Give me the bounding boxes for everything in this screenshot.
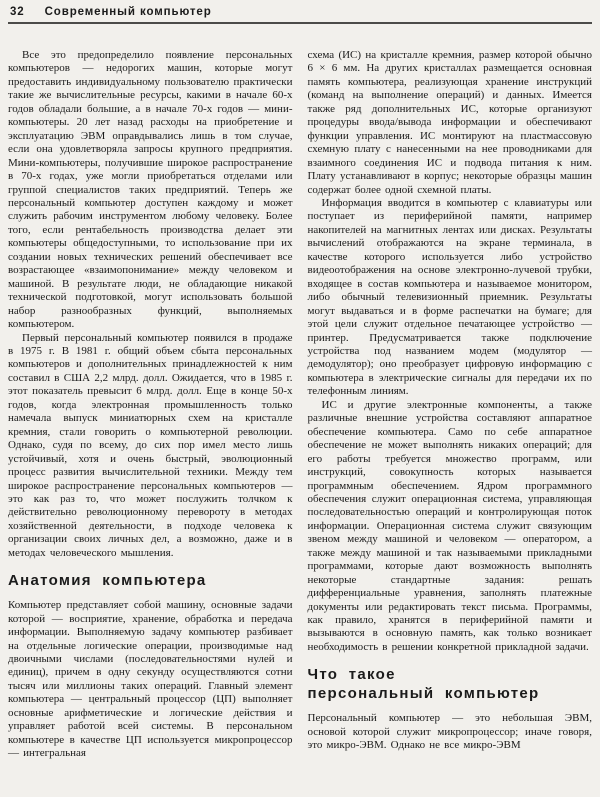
section-heading-what-is-pc — [308, 665, 593, 703]
running-title: Современный компьютер — [44, 6, 212, 18]
paragraph-input-output: Информация вводится в компьютер с клавиатуры или поступает из периферийной памяти, например накопителей на магнитных лентах или дисках. Результаты вычислений отображаются на экране терминала, в качестве которого используется либо устройство видеоотображения на основе электронно-лучевой трубки, входящее в состав компьютера и называемое монитором, либо обычный телевизионный приемник. Результаты могут выдаваться и в форме распечатки на бумаге; для этой цели служит отдельное печатающее устройство — принтер. Предусматривается также подключение устройства под названием модем (модулятор — демодулятор); оно преобразует цифровую информацию с компьютера в электрические сигналы для передачи их по телефонным линиям. — [307, 196, 592, 398]
header-rule — [8, 22, 592, 24]
right-column — [308, 49, 593, 761]
paragraph-intro-personal-computers: Все это предопределило появление персональных компьютеров — недорогих машин, которые могут предоставить индивидуальному пользователю практически такие же вычислительные ресурсы, какими в начале 60-х годов обладали большие, а в начале 70-х годов — мини-компьютеры. 20 лет назад расходы на приобретение и эксплуатацию ЭВМ оправдывались лишь в том случае, если она удовлетворяла запросы крупного предприятия. Мини-компьютеры, получившие широкое распространение в 70-х годах, уже могли приобретаться отделами или группой специалистов таких предприятий. Теперь же персональный компьютер доступен каждому и может служить рабочим инструментом любому человеку. Более того, если рентабельность производства делает эти компьютеры общедоступными, то использование при их создании новых технических решений обеспечивает все возрастающее «взаимопонимание» между человеком и машиной. В результате люди, не обладающие никакой технической подготовкой, могут использовать большой набор разнообразных функций, выполняемых компьютером. — [8, 49, 293, 331]
left-column — [8, 49, 293, 761]
paragraph-computer-machine: Компьютер представляет собой машину, основные задачи которой — восприятие, хранение, обработка и передача информации. Выполняемую задачу компьютер разбивает на отдельные логические операции, производимые над двоичными числами (последовательностями нулей и единиц), причем в одну секунду осуществляются сотни тысяч или миллионы таких операций. Главный элемент компьютера — центральный процессор (ЦП) выполняет основные арифметические и логические действия и управляет работой всей системы. В персональном компьютере в качестве ЦП используется микропроцессор — интегральная — [8, 599, 293, 760]
section-heading-anatomy: Анатомия компьютера — [8, 572, 207, 590]
page-number: 32 — [10, 6, 25, 18]
section-heading-line2: персональный компьютер — [307, 685, 540, 703]
paragraph-personal-computer-definition: Персональный компьютер — это небольшая ЭВМ, основой которой служит микропроцессор; иначе говоря, это микро-ЭВМ. Однако не все микро-ЭВМ — [307, 712, 592, 752]
section-heading-line1: Что такое — [307, 666, 396, 684]
paragraph-hardware-software: ИС и другие электронные компоненты, а также различные внешние устройства составляют аппаратное обеспечение компьютера. Само по себе аппаратное обеспечение не может выполнять никаких операций; для его работы требуется множество программ, или инструкций, совокупность которых называется программным обеспечением. Ядром программного обеспечения служит операционная система, управляющая последовательностью операций и контролирующая поток информации. Операционная система служит связующим звеном между машиной и человеком — оператором, а также между машиной и так называемыми прикладными программами, которые дают возможность выполнять некоторые стандартные задания: решать дифференциальные уравнения, заполнять платежные документы или редактировать текст письма. Программы, как правило, хранятся в периферийной памяти и вызываются в основную память, как только возникает необходимость в решении конкретной прикладной задачи. — [307, 398, 592, 653]
text-columns — [8, 49, 592, 761]
paragraph-first-personal-computer: Первый персональный компьютер появился в продаже в 1975 г. В 1981 г. общий объем сбыта персональных компьютеров и дополнительных принадлежностей к ним составил в США 2,2 млрд. долл. Ожидается, что в 1985 г. этот показатель превысит 6 млрд. долл. Еще в конце 50-х годов, когда электронная промышленность только намечала выпуск миниатюрных схем на кристалле кремния, стали говорить о компьютерной революции. Однако, судя по всему, до сих пор имел место лишь устойчивый, хотя и очень быстрый, эволюционный процесс развития вычислительной техники. Между тем широкое распространение персональных компьютеров — это как раз то, что может послужить толчком к действительно революционному перевороту в методах хозяйственной деятельности, в подходе человека к организации своих личных дел, а возможно, даже и в методах человеческого мышления. — [8, 331, 293, 559]
paragraph-ic-chip: схема (ИС) на кристалле кремния, размер которой обычно 6 × 6 мм. На других кристаллах размещается основная память компьютера, реализующая хранение инструкций (команд на выполнение операций) и данных. Имеется также ряд дополнительных ИС, которые организуют процедуры ввода/вывода информации и обеспечивают функции управления. ИС монтируют на пластмассовую схемную плату с нанесенными на нее проводниками для взаимного соединения ИС и подвода питания к ним. Плату устанавливают в корпус; некоторые образцы машин содержат более одной схемной платы. — [307, 49, 592, 196]
page-header — [8, 5, 592, 22]
